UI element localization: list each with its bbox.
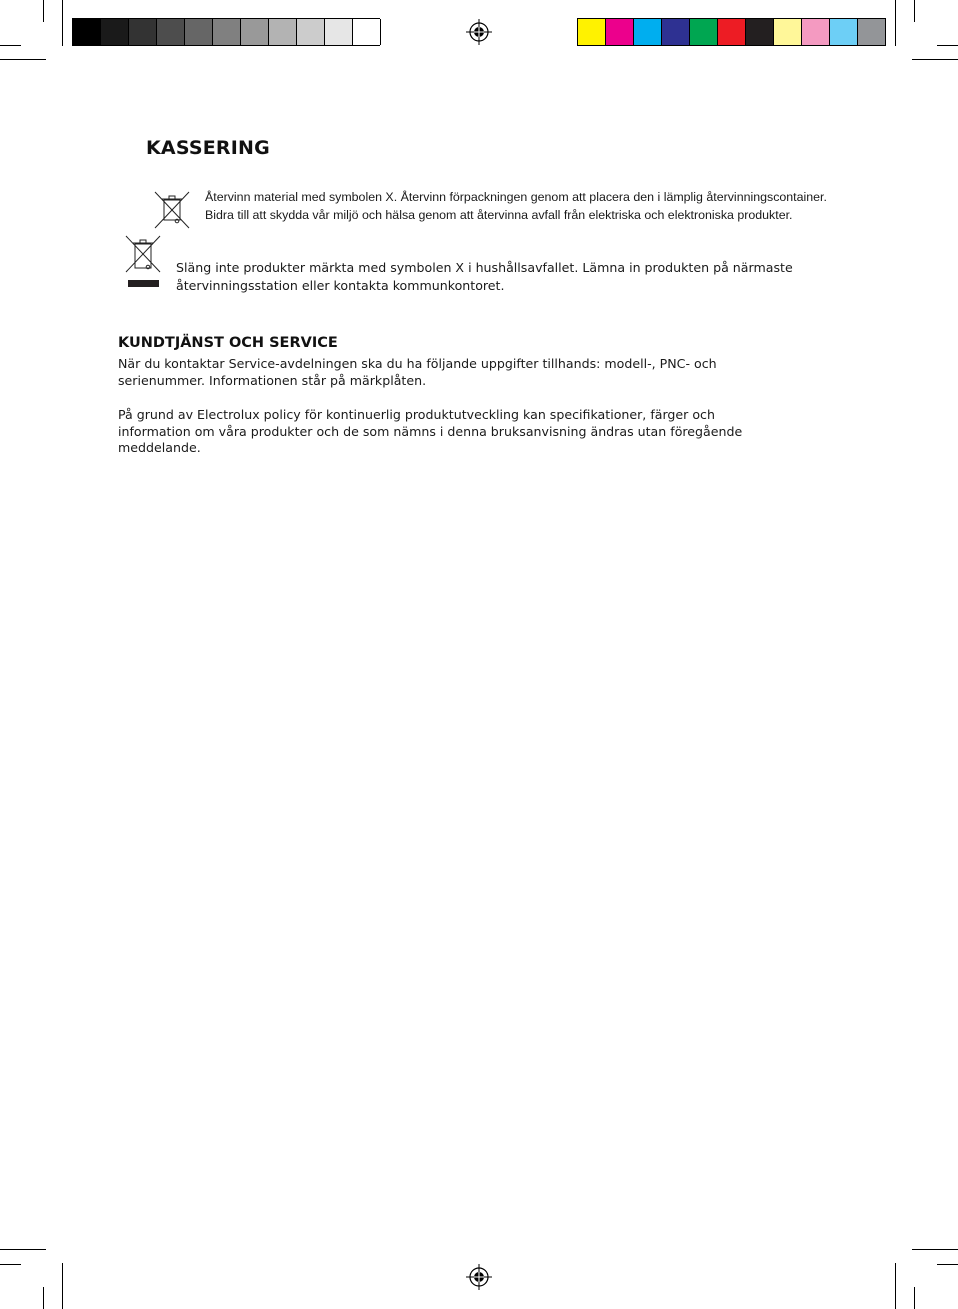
weee-bin-icon [124, 234, 162, 288]
color-swatch [73, 19, 101, 45]
color-swatch [690, 19, 718, 45]
color-swatch [858, 19, 886, 45]
weee-text-line1: Släng inte produkter märkta med symbolen X i hushållsavfallet. Lämna in produkten på närmaste [176, 260, 793, 275]
policy-text-line3: meddelande. [118, 440, 201, 455]
color-swatch [578, 19, 606, 45]
section-title-disposal: KASSERING [146, 137, 270, 159]
color-swatch [718, 19, 746, 45]
color-swatch [353, 19, 381, 45]
color-swatch [101, 19, 129, 45]
color-swatch [634, 19, 662, 45]
crossed-out-bin-icon [153, 190, 191, 230]
color-swatch [297, 19, 325, 45]
color-swatch [802, 19, 830, 45]
color-swatch [157, 19, 185, 45]
service-info-line1: När du kontaktar Service-avdelningen ska du ha följande uppgifter tillhands: modell-, PNC- och [118, 356, 717, 371]
color-swatch [129, 19, 157, 45]
color-swatch [325, 19, 353, 45]
service-info-line2: serienummer. Informationen står på märkplåten. [118, 373, 427, 388]
registration-mark-icon [466, 19, 492, 45]
color-swatch [241, 19, 269, 45]
process-color-bar [577, 18, 886, 46]
color-swatch [774, 19, 802, 45]
section-title-service: KUNDTJÄNST OCH SERVICE [118, 335, 338, 351]
grayscale-color-bar [72, 18, 380, 46]
color-swatch [746, 19, 774, 45]
recycle-text-line1: Återvinn material med symbolen X. Återvinn förpackningen genom att placera den i lämplig återvinningscontainer. [205, 190, 827, 204]
policy-text-line2: information om våra produkter och de som nämns i denna bruksanvisning ändras utan föregående [118, 424, 743, 439]
color-swatch [269, 19, 297, 45]
weee-text-line2: återvinningsstation eller kontakta kommunkontoret. [176, 278, 505, 293]
color-swatch [213, 19, 241, 45]
color-swatch [662, 19, 690, 45]
color-swatch [185, 19, 213, 45]
recycle-text-line2: Bidra till att skydda vår miljö och hälsa genom att återvinna avfall från elektriska och elektroniska produkter. [205, 208, 793, 222]
registration-mark-icon [466, 1264, 492, 1290]
color-swatch [606, 19, 634, 45]
color-swatch [830, 19, 858, 45]
policy-text-line1: På grund av Electrolux policy för kontinuerlig produktutveckling kan specifikationer, färger och [118, 407, 715, 422]
